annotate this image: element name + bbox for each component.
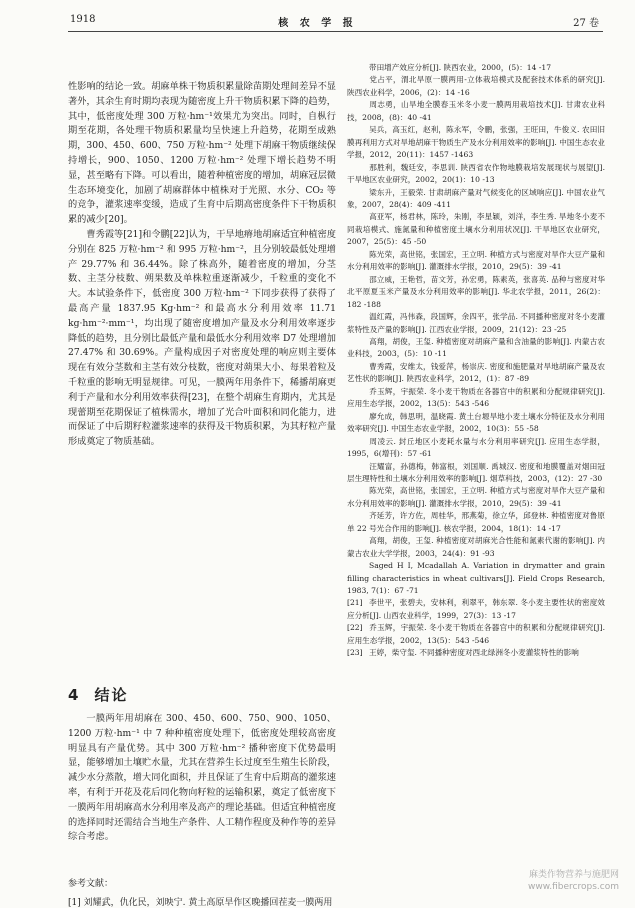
reference-text: 高翔，胡俊，王玺. 种植密度对胡麻产量和含油量的影响[J]. 内蒙古农业科技，2003，(5)：10 -11 (347, 336, 605, 359)
reference-item (347, 62, 605, 74)
reference-item (347, 485, 605, 510)
section-heading (68, 684, 128, 705)
reference-text: 汪耀富，孙德梅，韩富根，刘国顺. 禹城汉. 密度和地膜覆盖对烟田冠层生理特性和土壤水分利用效率的影响[J]. 烟草科技，2003，(12)：27 -30 (347, 461, 605, 483)
journal-title: 核 农 学 报 (278, 18, 357, 29)
reference-text: 曹秀霞，安维太，钱爱萍，杨崇庆. 密度和施肥量对旱地胡麻产量及农艺性状的影响[J]. 陕西农业科学，2012，(1)：87 -89 (347, 361, 605, 384)
reference-number: [21] (347, 598, 363, 608)
conclusion-paragraph: 一膜两年用胡麻在 300、450、600、750、900、1050、1200 万粒·hm⁻¹ 中 7 种种植密度处理下，低密度处理较高密度明显具有产量优势。其中 300 万粒·hm⁻² 播种密度下优势最明显，能够增加土壤贮水量，尤其在营养生长过度至生殖生长阶段，减少水分蒸散，增大同化面积，并且保证了生育中后期高的灌浆速率，有利于开花及花后同化物向籽粒的运输积累，奠定了低密度下一膜两年用胡麻高水分利用率及高产的理论基础。但适宜种植密度的选择同时还需结合当地生产条件、人工精作程度及种作等的差异综合考虑。 (68, 713, 336, 843)
reference-text: Saged H I, Mcadallah A. Variation in drymatter and grain filling characteristics in wheat cultivars[J]. Field Crops Research, 1983, 7(1)：67 -71 (347, 561, 605, 596)
watermark: 麻类作物营养与施肥网 www.fibercrops.com (528, 870, 619, 892)
reference-number: [22] (347, 623, 363, 633)
reference-list (347, 62, 605, 660)
reference-item (347, 560, 605, 597)
reference-text: 周志勇，山旱地全膜春玉米冬小麦一膜两用栽培技术[J]. 甘肃农业科技，2008，(8)：40 -41 (347, 100, 605, 122)
reference-item (347, 187, 605, 212)
reference-item (347, 249, 605, 274)
reference-text: 温红霞，冯伟森，段国辉，余四平，张学品. 不同播种密度对冬小麦灌浆特性及产量的影响[J]. 江西农业学报，2009，21(12)：23 -25 (347, 312, 605, 334)
reference-item (347, 597, 605, 622)
reference-text: 那胜利，魏廷安，李思训. 陕西省农作物地膜栽培发展现状与展望[J]. 干旱地区农业研究，2002，20(1)：10 -13 (347, 162, 605, 185)
section-title: 结论 (94, 686, 129, 704)
reference-number: [23] (347, 648, 363, 658)
reference-text: 齐延芳，许方佐，周桂华，邢燕菊，徐立华，邱登林. 种植密度对鲁原单 22 号光合作用的影响[J]. 核农学报，2004，18(1)：14 -17 (347, 511, 605, 533)
reference-text: 邵立威，王艳哲，苗文芳，孙宏勇，陈素英，张喜英. 品种与密度对华北平原夏玉米产量及水分利用效率的影响[J]. 华北农学报，2011，26(2)：182 -188 (347, 274, 605, 309)
reference-item (347, 461, 605, 486)
reference-item (347, 386, 605, 411)
reference-text: 陈光荣，高世铭，张国宏，王立明. 种植方式与密度对旱作大豆产量和水分利用效率的影响[J]. 灌溉排水学报，2010，29(5)：39 -41 (347, 249, 605, 272)
section-number: 4 (68, 686, 81, 704)
conclusion-body (68, 712, 336, 845)
reference-text: 吴兵，高玉红，赵利，陈永军，令鹏，张强，王旺田，牛俊义. 农田旧膜再利用方式对旱地胡麻干物质生产及水分利用效率的影响[J]. 中国生态农业学报，2012，20(11)：1457 -1463 (347, 125, 605, 160)
reference-text: 王婷，柴守玺. 不同播种密度对西北绿洲冬小麦灌浆特性的影响 (369, 648, 579, 658)
reference-item (347, 411, 605, 436)
reference-item (347, 436, 605, 461)
reference-item (347, 622, 605, 647)
reference-text: 乔玉辉，宇振荣. 冬小麦干物质在各器官中的积累和分配规律研究[J]. 应用生态学报，2002，13(5)：543 -546 (347, 623, 605, 645)
reference-item (347, 74, 605, 99)
reference-text: 周凌云. 封丘地区小麦耗水量与水分利用率研究[J]. 应用生态学报，1995，6(增刊)：57 -61 (347, 436, 605, 459)
body-paragraph-1: 性影响的结论一致。胡麻单株干物质积累量除苗期处理间差异不显著外，其余生育时期均表现为随密度上升干物质积累下降的趋势，其中，低密度处理 300 万粒·hm⁻¹效果尤为突出。同时，自枞行期至花期，各处理干物质积累量均呈快速上升趋势，花期至成熟期，300、450、600、750 万粒·hm⁻² 处理下胡麻干物质继续保持增长，900、1050、1200 万粒·hm⁻² 处理下增长趋势不明显，甚至略有下降。可以看出，随着种植密度的增加，胡麻冠层微生态环境变化，加剧了胡麻群体中植株对于光照、水分、CO₂ 等的竞争，灌浆速率变缓，造成了生育中后期高密度条件下干物质积累的减少[20]。 (68, 81, 336, 226)
reference-text: 高翔，胡俊，王玺. 种植密度对胡麻光合性能和氮素代谢的影响[J]. 内蒙古农业大学学报，2003，24(4)：91 -93 (347, 536, 605, 558)
reference-text: 陈光荣，高世铭，张国宏，王立明. 种植方式与密度对旱作大豆产量和水分利用效率的影响[J]. 灌溉排水学报，2010，29(5)：39 -41 (347, 486, 605, 508)
reference-item (347, 274, 605, 311)
reference-text: 梁东升，王毅荣. 甘肃胡麻产量对气候变化的区域响应[J]. 中国农业气象，2007，28(4)：409 -411 (347, 187, 605, 209)
reference-item (347, 99, 605, 124)
reference-item (347, 211, 605, 248)
reference-item (347, 124, 605, 161)
reference-item (347, 336, 605, 361)
page-number: 1918 (70, 14, 96, 25)
reference-item (347, 535, 605, 560)
reference-text: 高亚军，杨君林，陈玲，朱刚，李星颖，刘洋，李生秀. 旱地冬小麦不同栽培模式、施氮量和种植密度土壤水分利用状况[J]. 干旱地区农业研究，2007，25(5)：45 -50 (347, 212, 605, 247)
volume-label: 27 卷 (573, 18, 599, 29)
reference-left-1: [1] 刘耀武，仇化民，刘映宁. 黄土高原旱作区晚播回茬麦一膜两用 (68, 898, 333, 908)
reference-text: 乔玉辉，宇振荣. 冬小麦干物质在各器官中的积累和分配规律研究[J]. 应用生态学报，2002，13(5)：543 -546 (347, 386, 605, 409)
reference-text: 党占平，渭北旱原一膜两用-立体栽培模式及配套技术体系的研究[J]. 陕西农业科学，2006，(2)：14 -16 (347, 75, 605, 97)
reference-text: 廖允成，韩思明，温晓霞. 黄土台塬旱地小麦土壤水分特征及水分利用效率研究[J]. 中国生态农业学报，2002，10(3)：55 -58 (347, 411, 605, 434)
header-rule (68, 31, 603, 32)
reference-item (347, 647, 605, 659)
reference-text: 李世平，张碧夫，安林利，利翠平，韩东翠. 冬小麦主要性状的密度效应分析[J]. 山西农业科学，1999，27(3)：13 -17 (347, 598, 605, 620)
reference-item (347, 162, 605, 187)
left-column-body (68, 80, 336, 450)
running-header (0, 14, 635, 28)
reference-item (347, 510, 605, 535)
reference-text: 带田增产效应分析[J]. 陕西农业，2000，(5)：14 -17 (369, 63, 552, 72)
references-heading: 参考文献： [1] 刘耀武，仇化民，刘映宁. 黄土高原旱作区晚播回茬麦一膜两用 (68, 879, 333, 908)
body-paragraph-2: 曹秀霞等[21]和令鹏[22]认为，干旱地瘠地胡麻适宜种植密度分别在 825 万粒·hm⁻² 和 995 万粒·hm⁻²，且分别较最低处理增产 29.77% 和 36.44%。除了株高外，随着密度的增加，分茎数、主茎分枝数、朔果数及单株粒重逐渐减少，千粒重的变化不大。本试验条件下，低密度 300 万粒·hm⁻² 下同步获得了获得了最高产量 1837.95 Kg·hm⁻² 和最高水分利用效率 11.71 kg·hm⁻²·mm⁻¹，均出现了随密度增加产量及水分利用效率逐步降低的趋势，且分别比最低产量和最低水分利用效率 D7 处理增加 27.47% 和 30.69%。产量构成因子对密度处理的响应则主要体现在有效分茎数和主茎有效分枝数，密度对蒴果大小、每果着粒及千粒重的影响无明显规律。可见，一膜两年用条件下，稀播胡麻更利于产量和水分利用效率获得[23]，在整个胡麻生育期内，尤其是现蕾期至花期保证了植株需水，增加了光合叶面积和同化能力，进而保证了中后期籽粒灌浆速率的获得及干物质积累，为其籽粒产量形成奠定了物质基础。 (68, 228, 336, 448)
reference-item (347, 361, 605, 386)
reference-item (347, 311, 605, 336)
